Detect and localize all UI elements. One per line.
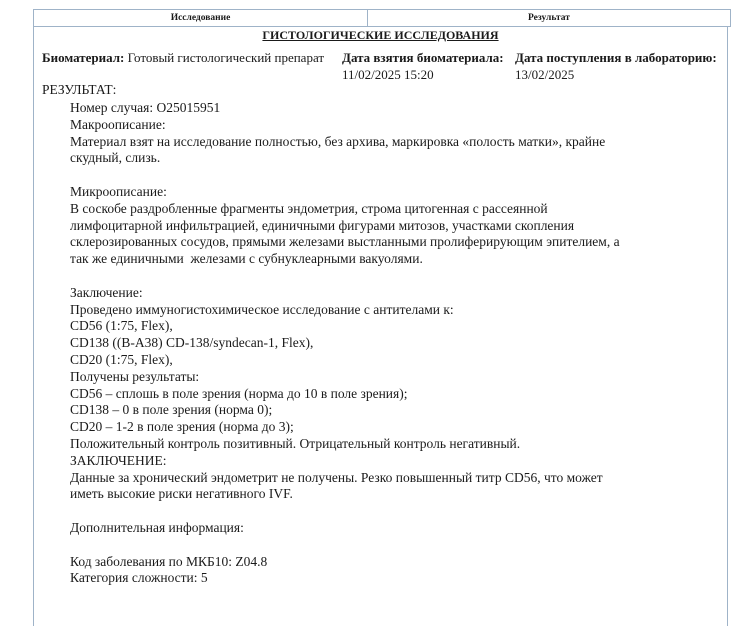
micro-text-line: так же единичными железами с субнуклеарными вакуолями. [70,251,423,267]
case-number: Номер случая: О25015951 [70,100,221,115]
spacer [70,268,710,285]
biomaterial-label: Биоматериал: [42,50,125,65]
ihc-result: CD20 – 1-2 в поле зрения (норма до 3); [70,419,294,435]
ihc-intro: Проведено иммуногистохимическое исследование с антителами к: [70,301,454,317]
macro-text-line: Материал взят на исследование полностью, без архива, маркировка «полость матки», крайне [70,133,606,149]
spacer [70,167,710,184]
results-title: Получены результаты: [70,368,200,384]
table-header-row [33,9,731,27]
section-title: ГИСТОЛОГИЧЕСКИЕ ИССЛЕДОВАНИЯ [262,28,499,42]
micro-text-line: склерозированных сосудов, прямыми железами выстланными пролиферирующим эпителием, а [70,234,620,250]
final-conclusion-title: ЗАКЛЮЧЕНИЕ: [70,452,167,468]
column-header-study: Исследование [34,10,368,26]
spacer [70,503,710,520]
final-conclusion-line: иметь высокие риски негативного IVF. [70,486,293,502]
complexity-category: Категория сложности: 5 [70,570,208,586]
collection-date-field [342,49,512,83]
icd-code: Код заболевания по МКБ10: Z04.8 [70,553,268,569]
spacer [70,537,710,554]
collection-date-value: 11/02/2025 15:20 [342,67,434,82]
biomaterial-value: Готовый гистологический препарат [124,50,325,65]
macro-text-line: скудный, слизь. [70,150,161,166]
ihc-antibody: CD138 ((B-A38) CD-138/syndecan-1, Flex), [70,335,314,351]
collection-date-label: Дата взятия биоматериала: [342,50,504,65]
result-content [70,100,710,587]
conclusion-title: Заключение: [70,284,143,300]
lab-date-value: 13/02/2025 [515,67,575,82]
ihc-antibody: CD56 (1:75, Flex), [70,318,173,334]
ihc-result: CD56 – сплошь в поле зрения (норма до 10 в поле зрения); [70,385,408,401]
controls-statement: Положительный контроль позитивный. Отрицательный контроль негативный. [70,435,521,451]
biomaterial-field [42,49,332,66]
lab-date-field [515,49,730,83]
ihc-antibody: CD20 (1:75, Flex), [70,351,173,367]
micro-text-line: лимфоцитарной инфильтрацией, единичными фигурами митозов, участками скопления [70,217,575,233]
micro-text-line: В соскобе раздробленные фрагменты эндометрия, строма цитогенная с рассеянной [70,200,548,216]
lab-date-label: Дата поступления в лабораторию: [515,50,717,65]
column-header-result: Результат [528,13,570,23]
ihc-result: CD138 – 0 в поле зрения (норма 0); [70,402,273,418]
result-label: РЕЗУЛЬТАТ: [42,82,117,97]
micro-title: Микроописание: [70,183,167,199]
final-conclusion-line: Данные за хронический эндометрит не получены. Резко повышенный титр CD56, что может [70,469,603,485]
macro-title: Макроописание: [70,116,166,132]
additional-info: Дополнительная информация: [70,519,244,535]
